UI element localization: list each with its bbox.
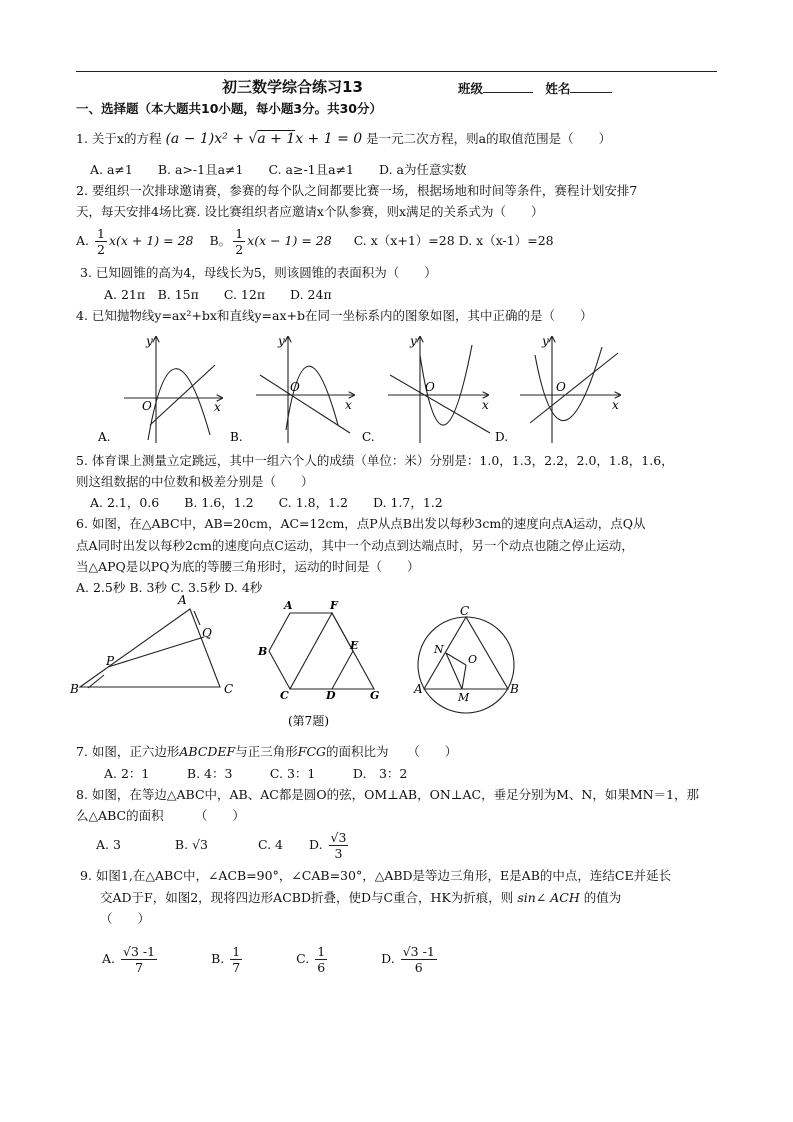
q9-line2-end: 的值为 [583, 890, 622, 905]
segment-om [462, 665, 466, 689]
label-m: M [458, 691, 470, 704]
q2-frac-a: $\frac{1}{2}$ [97, 226, 105, 257]
axis-y-label: y [146, 334, 153, 348]
top-rule [76, 71, 717, 72]
q9-opt-b-frac: $\frac{1}{7}$ [232, 944, 241, 975]
q5-line1: 5. 体育课上测量立定跳远，其中一组六个人的成绩（单位：米）分别是：1.0，1.3，2.2，2.0，1.8，1.6， [76, 453, 674, 468]
question-1 [76, 131, 611, 147]
q2-expr-b: x(x − 1) = 28 [247, 233, 332, 248]
q4-label-c: C. [362, 430, 375, 444]
label-c: C [460, 604, 470, 618]
parabola [148, 369, 210, 440]
q6-options: A. 2.5秒 B. 3秒 C. 3.5秒 D. 4秒 [76, 580, 263, 595]
label-g: G [370, 689, 380, 702]
q8-opt-d-frac: $\frac{√3}{3}$ [330, 830, 347, 861]
arrow-p [88, 675, 104, 688]
origin-label: O [290, 380, 300, 394]
parabola [535, 347, 602, 421]
q9-line1: 9. 如图1,在△ABC中，∠ACB=90°，∠CAB=30°，△ABD是等边三角形，E是AB的中点，连结CE并延长 [80, 868, 672, 883]
axis-x-label: x [612, 398, 619, 412]
q9-opt-c-label: C. [296, 951, 310, 966]
label-b: B [70, 682, 79, 696]
q9-line3: （ ） [100, 911, 151, 926]
segment-pq [108, 637, 204, 667]
q3-options: A. 21π B. 15π C. 12π D. 24π [104, 287, 332, 302]
q7-stem-c: 的面积比为 （ ） [326, 744, 458, 759]
origin-label: O [556, 380, 566, 394]
label-c: C [224, 682, 234, 696]
q9-opt-c-frac: $\frac{1}{6}$ [317, 944, 326, 975]
triangle-abc [80, 609, 220, 687]
q1-stem-b: 是一元二次方程，则a的取值范围是（ ） [366, 131, 612, 146]
label-c: C [280, 689, 289, 702]
question-7 [76, 744, 457, 760]
q2-opt-a-label: A. [76, 233, 90, 248]
axis-y-label: y [542, 334, 549, 348]
class-label: 班级 [458, 81, 484, 96]
label-d: D [326, 689, 336, 702]
q9-opt-a-frac: $\frac{√3 -1}{7}$ [123, 944, 156, 975]
q9-options [102, 944, 439, 975]
q1-options: A. a≠1 B. a>-1且a≠1 C. a≥-1且a≠1 D. a为任意实数 [90, 162, 467, 177]
label-a: A [414, 682, 423, 696]
origin-label: O [425, 380, 435, 394]
q2-opt-d: D. x（x-1）=28 [458, 233, 554, 248]
q7-tri: FCG [297, 744, 326, 759]
q6-line1: 6. 如图，在△ABC中，AB=20cm，AC=12cm，点P从点B出发以每秒3cm的速度向点A运动，点Q从 [76, 516, 646, 531]
q8-opt-a: A. 3 [96, 837, 121, 852]
axis-x-label: x [214, 400, 221, 414]
label-p: P [106, 654, 115, 668]
q9-trig: sin∠ ACH [517, 890, 580, 905]
q6-triangle-figure [80, 609, 220, 688]
line [530, 353, 618, 423]
q4-label-d: D. [495, 430, 509, 444]
class-field [458, 79, 612, 97]
label-b: B [510, 682, 519, 696]
label-b: B [258, 645, 268, 658]
q9-opt-d-frac: $\frac{√3 -1}{6}$ [402, 944, 435, 975]
q1-equation: (a − 1)x² + √a + 1x + 1 = 0 [165, 131, 363, 147]
q9-opt-d-label: D. [381, 951, 395, 966]
q4-graph-a [124, 337, 222, 443]
line [150, 365, 215, 425]
axis-y-label: y [278, 334, 285, 348]
q2-options [76, 226, 554, 257]
q7-options: A. 2：1 B. 4：3 C. 3：1 D. 3：2 [104, 766, 408, 781]
q1-stem-a: 1. 关于x的方程 [76, 131, 162, 146]
class-blank[interactable] [483, 80, 533, 93]
q9-opt-a-label: A. [102, 951, 116, 966]
q8-opt-c: C. 4 [257, 837, 284, 852]
axis-x-label: x [482, 398, 489, 412]
q7-hex: ABCDEF [179, 744, 236, 759]
q9-opt-b-label: B. [211, 951, 225, 966]
label-n: N [434, 643, 444, 656]
q4-label-b: B. [230, 430, 243, 444]
label-e: E [350, 639, 359, 652]
q2-line2: 天，每天安排4场比赛. 设比赛组织者应邀请x个队参赛，则x满足的关系式为（ ） [76, 204, 544, 219]
q2-line1: 2. 要组织一次排球邀请赛，参赛的每个队之间都要比赛一场，根据场地和时间等条件，赛程计划安排7 [76, 183, 638, 198]
q2-frac-b: $\frac{1}{2}$ [235, 226, 244, 257]
q5-line2: 则这组数据的中位数和极差分别是（ ） [76, 474, 314, 489]
q2-opt-b-label: B。 [209, 233, 232, 248]
q6-line3: 当△APQ是以PQ为底的等腰三角形时，运动的时间是（ ） [76, 559, 420, 574]
q4-graph-b [256, 337, 354, 443]
label-a: A [178, 593, 187, 607]
section-heading: 一、选择题（本大题共10小题，每小题3分。共30分） [76, 101, 382, 116]
q9-line2 [100, 890, 621, 906]
label-o: O [468, 653, 478, 666]
page-title: 初三数学综合练习13 [222, 78, 363, 96]
q4-figures [90, 325, 630, 447]
origin-label: O [142, 399, 152, 413]
label-q: Q [202, 626, 212, 640]
q8-opt-b-label: B. [174, 837, 189, 852]
q8-line1: 8. 如图，在等边△ABC中，AB、AC都是圆O的弦，OM⊥AB，ON⊥AC，垂足分别为M、N，如果MN＝1，那 [76, 787, 700, 802]
axis-x-label: x [345, 398, 352, 412]
name-label: 姓名 [545, 81, 571, 96]
q7-stem-a: 7. 如图，正六边形 [76, 744, 180, 759]
q8-options [96, 830, 350, 861]
label-a: A [284, 599, 293, 612]
q2-opt-c: C. x（x+1）=28 [353, 233, 455, 248]
q8-line2: 么△ABC的面积 （ ） [76, 808, 245, 823]
q9-line2-text: 交AD于F，如图2，现将四边形ACBD折叠，使D与C重合，HK为折痕，则 [100, 890, 514, 905]
fig7-caption: (第7题) [288, 714, 329, 728]
q8-opt-d-label: D. [309, 837, 323, 852]
label-f: F [330, 599, 338, 612]
axis-y-label: y [410, 334, 417, 348]
q5-options: A. 2.1，0.6 B. 1.6，1.2 C. 1.8，1.2 D. 1.7，1.2 [90, 495, 443, 510]
q8-opt-b-value: √3 [192, 837, 208, 852]
figures-row [70, 593, 530, 733]
name-blank[interactable] [570, 80, 612, 93]
line [260, 375, 350, 433]
q4-line1: 4. 已知抛物线y=ax²+bx和直线y=ax+b在同一坐标系内的图象如图，其中正确的是（ ） [76, 308, 593, 323]
q6-line2: 点A同时出发以每秒2cm的速度向点C运动，其中一个动点到达端点时，另一个动点也随之停止运动， [76, 538, 634, 553]
q7-stem-b: 与正三角形 [235, 744, 298, 759]
q4-graph-d [520, 337, 620, 443]
q4-label-a: A. [98, 430, 111, 444]
q2-expr-a: x(x + 1) = 28 [108, 233, 194, 248]
triangle-fcg [290, 613, 374, 689]
q3-line1: 3. 已知圆锥的高为4，母线长为5，则该圆锥的表面积为（ ） [80, 265, 437, 280]
q4-graph-c [388, 337, 490, 443]
